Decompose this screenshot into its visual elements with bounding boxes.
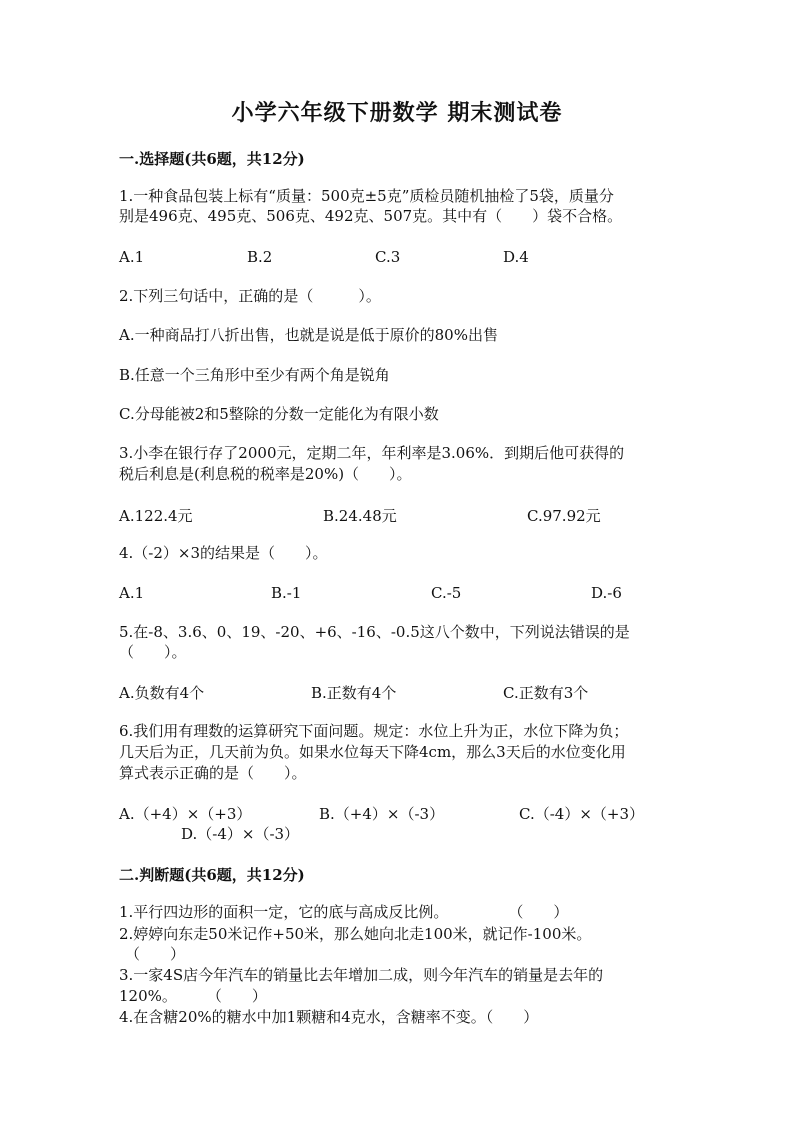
question-2-line-1: 2.下列三句话中，正确的是（ ）。: [119, 287, 381, 305]
question-5-line-2: （ ）。: [119, 643, 187, 661]
question-1-option-c: C.3: [375, 248, 401, 266]
question-6-line-1: 6.我们用有理数的运算研究下面问题。规定：水位上升为正，水位下降为负；: [119, 722, 629, 740]
judgement-4: 4.在含糖20%的糖水中加1颗糖和4克水，含糖率不变。（ ）: [119, 1008, 539, 1026]
section-heading-choice: 一.选择题(共6题，共12分): [119, 150, 305, 168]
question-2-option-a: A.一种商品打八折出售，也就是说是低于原价的80%出售: [119, 326, 498, 344]
question-5-option-a: A.负数有4个: [119, 684, 205, 702]
question-5-option-c: C.正数有3个: [503, 684, 589, 702]
question-1-option-b: B.2: [247, 248, 273, 266]
question-4-line-1: 4.（-2）×3的结果是（ ）。: [119, 544, 328, 562]
question-3-line-1: 3.小李在银行存了2000元，定期二年，年利率是3.06%．到期后他可获得的: [119, 444, 625, 462]
section-heading-judgement: 二.判断题(共6题，共12分): [119, 866, 305, 884]
question-1-line-2: 别是496克、495克、506克、492克、507克。其中有（ ）袋不合格。: [119, 207, 623, 225]
judgement-2-line-2: （ ）: [125, 945, 186, 963]
judgement-1: 1.平行四边形的面积一定，它的底与高成反比例。 （ ）: [119, 903, 569, 921]
question-5-option-b: B.正数有4个: [311, 684, 397, 702]
question-3-option-b: B.24.48元: [323, 507, 397, 525]
judgement-3-line-2: 120%。 （ ）: [119, 987, 267, 1005]
question-6-option-a: A.（+4）×（+3）: [119, 805, 252, 823]
question-3-line-2: 税后利息是(利息税的税率是20%)（ ）。: [119, 465, 412, 483]
question-2-option-b: B.任意一个三角形中至少有两个角是锐角: [119, 366, 390, 384]
question-1-option-d: D.4: [503, 248, 529, 266]
question-1-line-1: 1.一种食品包装上标有“质量：500克±5克”质检员随机抽检了5袋，质量分: [119, 187, 614, 205]
judgement-3-line-1: 3.一家4S店今年汽车的销量比去年增加二成，则今年汽车的销量是去年的: [119, 966, 604, 984]
question-4-option-a: A.1: [119, 584, 145, 602]
question-1-option-a: A.1: [119, 248, 145, 266]
question-6-option-d: D.（-4）×（-3）: [181, 825, 300, 843]
question-3-option-a: A.122.4元: [119, 507, 193, 525]
question-4-option-d: D.-6: [591, 584, 622, 602]
question-6-line-3: 算式表示正确的是（ ）。: [119, 764, 307, 782]
question-5-line-1: 5.在-8、3.6、0、19、-20、+6、-16、-0.5这八个数中，下列说法错误的是: [119, 623, 630, 641]
question-3-option-c: C.97.92元: [527, 507, 601, 525]
question-4-option-b: B.-1: [271, 584, 302, 602]
question-6-line-2: 几天后为正，几天前为负。如果水位每天下降4cm，那么3天后的水位变化用: [119, 743, 626, 761]
judgement-2-line-1: 2.婷婷向东走50米记作+50米，那么她向北走100米，就记作-100米。: [119, 925, 592, 943]
question-4-option-c: C.-5: [431, 584, 462, 602]
question-6-option-b: B.（+4）×（-3）: [319, 805, 445, 823]
question-2-option-c: C.分母能被2和5整除的分数一定能化为有限小数: [119, 405, 439, 423]
page-title: 小学六年级下册数学 期末测试卷: [231, 100, 563, 126]
question-6-option-c: C.（-4）×（+3）: [519, 805, 645, 823]
